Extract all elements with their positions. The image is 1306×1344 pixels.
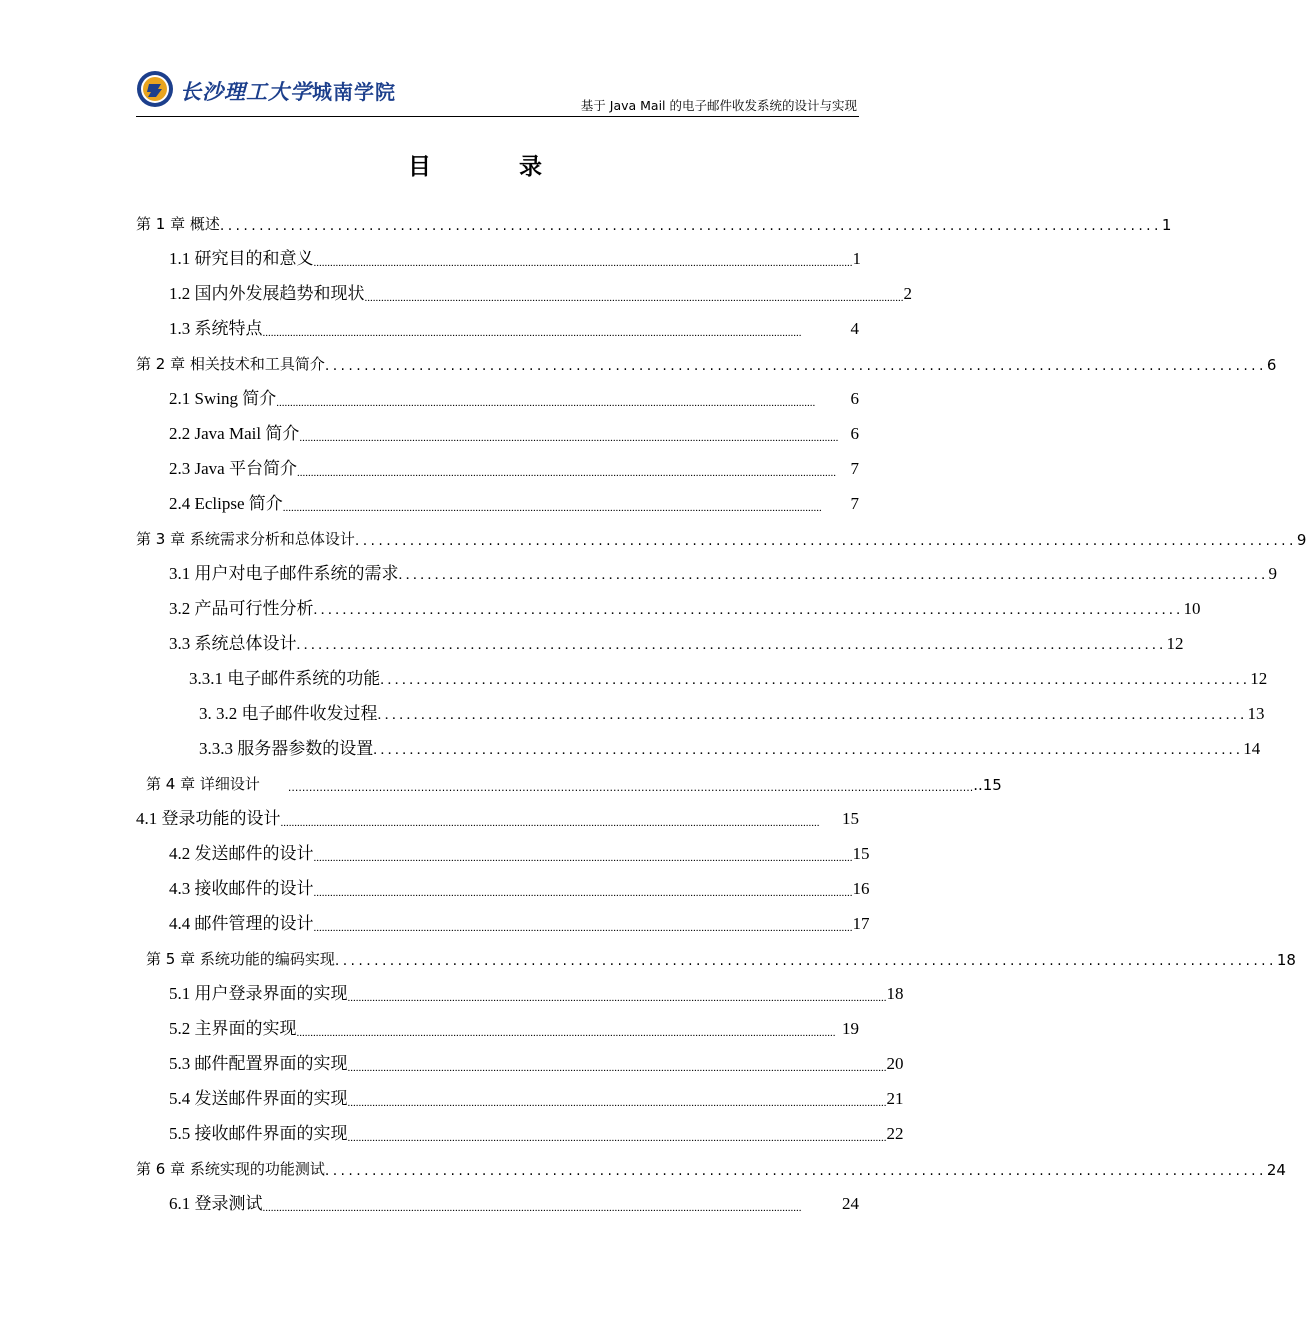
toc-entry[interactable] [136, 210, 1172, 234]
toc-entry-page: 20 [886, 1054, 904, 1073]
toc-entry[interactable] [199, 700, 1265, 724]
toc-entry[interactable] [169, 245, 859, 269]
toc-entry[interactable] [169, 595, 1201, 619]
toc-entry-page: 21 [886, 1089, 904, 1108]
toc-entry[interactable] [146, 945, 1296, 969]
toc-entry[interactable] [136, 525, 1306, 549]
toc-entry-label: 2.3 Java 平台简介 [169, 459, 297, 478]
toc-entry-page: 1 [1161, 216, 1172, 234]
toc-leader-dots: .................................................................................................................................................................................................... [313, 887, 853, 899]
college-name: 城南学院 [312, 80, 396, 104]
toc-entry[interactable] [136, 805, 859, 829]
toc-entry-page: 22 [886, 1124, 904, 1143]
toc-entry-label: 5.4 发送邮件界面的实现 [169, 1089, 348, 1108]
toc-entry[interactable] [169, 560, 1277, 584]
toc-leader-dots: .................................................................................................................................................................................................... [313, 922, 853, 934]
school-name: 长沙理工大学 [180, 79, 312, 104]
toc-entry-label: 1.1 研究目的和意义 [169, 249, 314, 268]
toc-entry-page: 12 [1166, 634, 1184, 653]
toc-entry-label: 1.2 国内外发展趋势和现状 [169, 284, 365, 303]
toc-entry-label: 第 3 章 系统需求分析和总体设计 [136, 530, 355, 548]
toc-entry-label: 第 5 章 系统功能的编码实现 [146, 950, 335, 968]
toc-entry-label: 6.1 登录测试 [169, 1194, 263, 1213]
toc-leader-dots: ........................................................................................................................ [324, 358, 1267, 374]
toc-entry-page: 1 [852, 249, 861, 268]
toc-entry-page: 19 [842, 1019, 859, 1038]
toc-entry-label: 5.5 接收邮件界面的实现 [169, 1124, 348, 1143]
toc-leader-dots: .................................................................................................................................................................................................... [296, 467, 836, 479]
toc-entry-label: 5.3 邮件配置界面的实现 [169, 1054, 348, 1073]
toc-entry-label: 3.1 用户对电子邮件系统的需求 [169, 564, 399, 583]
toc-entry-label: 3.3.1 电子邮件系统的功能 [189, 669, 381, 688]
toc-entry[interactable] [169, 1190, 859, 1214]
toc-entry-label: 2.1 Swing 简介 [169, 389, 277, 408]
toc-entry[interactable] [169, 315, 859, 339]
toc-entry[interactable] [169, 840, 870, 864]
toc-heading: 目 录 [407, 154, 582, 180]
toc-entry-page: 9 [1296, 531, 1306, 549]
toc-entry[interactable] [169, 1015, 859, 1039]
toc-leader-dots: .................................................................................................................................................................................................... [262, 327, 802, 339]
toc-entry-label: 2.2 Java Mail 简介 [169, 424, 300, 443]
toc-leader-dots: .................................................................................................................................................................................................... [287, 781, 974, 794]
toc-leader-dots: .................................................................................................................................................................................................... [280, 817, 820, 829]
toc-leader-dots: .................................................................................................................................................................................................... [347, 1097, 887, 1109]
toc-entry-page: 15 [842, 809, 859, 828]
toc-entry-label: 4.2 发送邮件的设计 [169, 844, 314, 863]
toc-entry-page: ..15 [973, 776, 1002, 794]
toc-leader-dots: .................................................................................................................................................................................................... [364, 292, 904, 304]
toc-leader-dots: ........................................................................................................................ [313, 602, 1184, 618]
toc-entry[interactable] [169, 490, 859, 514]
school-logo-icon [136, 70, 174, 108]
toc-leader-dots: ........................................................................................................................ [296, 637, 1167, 653]
toc-entry-page: 10 [1183, 599, 1201, 618]
toc-entry-page: 18 [1276, 951, 1296, 969]
toc-entry[interactable] [146, 770, 1002, 794]
toc-entry-page: 18 [886, 984, 904, 1003]
toc-entry-label: 第 2 章 相关技术和工具简介 [136, 355, 325, 373]
toc-leader-dots: ........................................................................................................................ [380, 672, 1251, 688]
toc-entry-label: 3.3 系统总体设计 [169, 634, 297, 653]
toc-entry-label: 1.3 系统特点 [169, 319, 263, 338]
toc-leader-dots: .................................................................................................................................................................................................... [347, 1132, 887, 1144]
toc-entry[interactable] [169, 420, 859, 444]
toc-entry[interactable] [169, 630, 1184, 654]
toc-entry-page: 9 [1268, 564, 1277, 583]
toc-entry-label: 3.2 产品可行性分析 [169, 599, 314, 618]
toc-entry[interactable] [169, 455, 859, 479]
toc-entry-label: 3.3.3 服务器参数的设置 [199, 739, 374, 758]
page-header [136, 66, 859, 117]
toc-entry-label: 4.4 邮件管理的设计 [169, 914, 314, 933]
toc-entry-label: 2.4 Eclipse 简介 [169, 494, 283, 513]
toc-entry-label: 4.1 登录功能的设计 [136, 809, 281, 828]
toc-entry-label: 3. 3.2 电子邮件收发过程 [199, 704, 378, 723]
toc-entry[interactable] [169, 875, 870, 899]
toc-entry[interactable] [199, 735, 1261, 759]
toc-entry-label: 5.2 主界面的实现 [169, 1019, 297, 1038]
toc-leader-dots: .................................................................................................................................................................................................... [276, 397, 816, 409]
toc-entry[interactable] [136, 350, 1277, 374]
toc-entry-page: 12 [1250, 669, 1268, 688]
toc-leader-dots: .................................................................................................................................................................................................... [299, 432, 839, 444]
toc-entry-page: 16 [852, 879, 870, 898]
toc-entry-page: 6 [1266, 356, 1277, 374]
toc-leader-dots: .................................................................................................................................................................................................... [296, 1027, 836, 1039]
toc-entry-page: 24 [842, 1194, 859, 1213]
toc-entry-page: 4 [850, 319, 859, 338]
toc-entry-page: 24 [1266, 1161, 1286, 1179]
document-title: 基于 Java Mail 的电子邮件收发系统的设计与实现 [580, 98, 857, 113]
toc-entry-page: 15 [852, 844, 870, 863]
toc-entry[interactable] [169, 1050, 904, 1074]
toc-entry-page: 14 [1243, 739, 1261, 758]
toc-entry[interactable] [169, 385, 859, 409]
toc-entry[interactable] [169, 980, 904, 1004]
toc-entry[interactable] [169, 1120, 904, 1144]
toc-leader-dots: .................................................................................................................................................................................................... [347, 1062, 887, 1074]
toc-entry[interactable] [169, 280, 912, 304]
toc-entry-page: 7 [850, 494, 859, 513]
toc-entry-page: 6 [850, 424, 859, 443]
toc-entry[interactable] [169, 1085, 904, 1109]
toc-leader-dots: ........................................................................................................................ [219, 218, 1162, 234]
toc-leader-dots: .................................................................................................................................................................................................... [313, 257, 853, 269]
toc-leader-dots: .................................................................................................................................................................................................... [262, 1202, 802, 1214]
toc-entry-label: 第 1 章 概述 [136, 215, 220, 233]
toc-entry-label: 第 4 章 详细设计 [146, 775, 260, 793]
toc-leader-dots: .................................................................................................................................................................................................... [282, 502, 822, 514]
toc-entry-page: 17 [852, 914, 870, 933]
toc-entry-page: 13 [1247, 704, 1265, 723]
toc-leader-dots: .................................................................................................................................................................................................... [313, 852, 853, 864]
toc-leader-dots: ........................................................................................................................ [354, 533, 1297, 549]
toc-leader-dots: ........................................................................................................................ [324, 1163, 1267, 1179]
toc-leader-dots: ........................................................................................................................ [377, 707, 1248, 723]
toc-leader-dots: .................................................................................................................................................................................................... [347, 992, 887, 1004]
toc-entry-label: 5.1 用户登录界面的实现 [169, 984, 348, 1003]
toc-entry-label: 4.3 接收邮件的设计 [169, 879, 314, 898]
toc-entry[interactable] [189, 665, 1268, 689]
toc-leader-dots: ........................................................................................................................ [334, 953, 1277, 969]
toc-leader-dots: ........................................................................................................................ [373, 742, 1244, 758]
school-logo-text [180, 76, 396, 106]
toc-entry[interactable] [136, 1155, 1286, 1179]
toc-entry-page: 7 [850, 459, 859, 478]
toc-entry-label: 第 6 章 系统实现的功能测试 [136, 1160, 325, 1178]
toc-entry-page: 6 [850, 389, 859, 408]
toc-entry[interactable] [169, 910, 870, 934]
toc-leader-dots: ........................................................................................................................ [398, 567, 1269, 583]
toc-entry-page: 2 [903, 284, 912, 303]
